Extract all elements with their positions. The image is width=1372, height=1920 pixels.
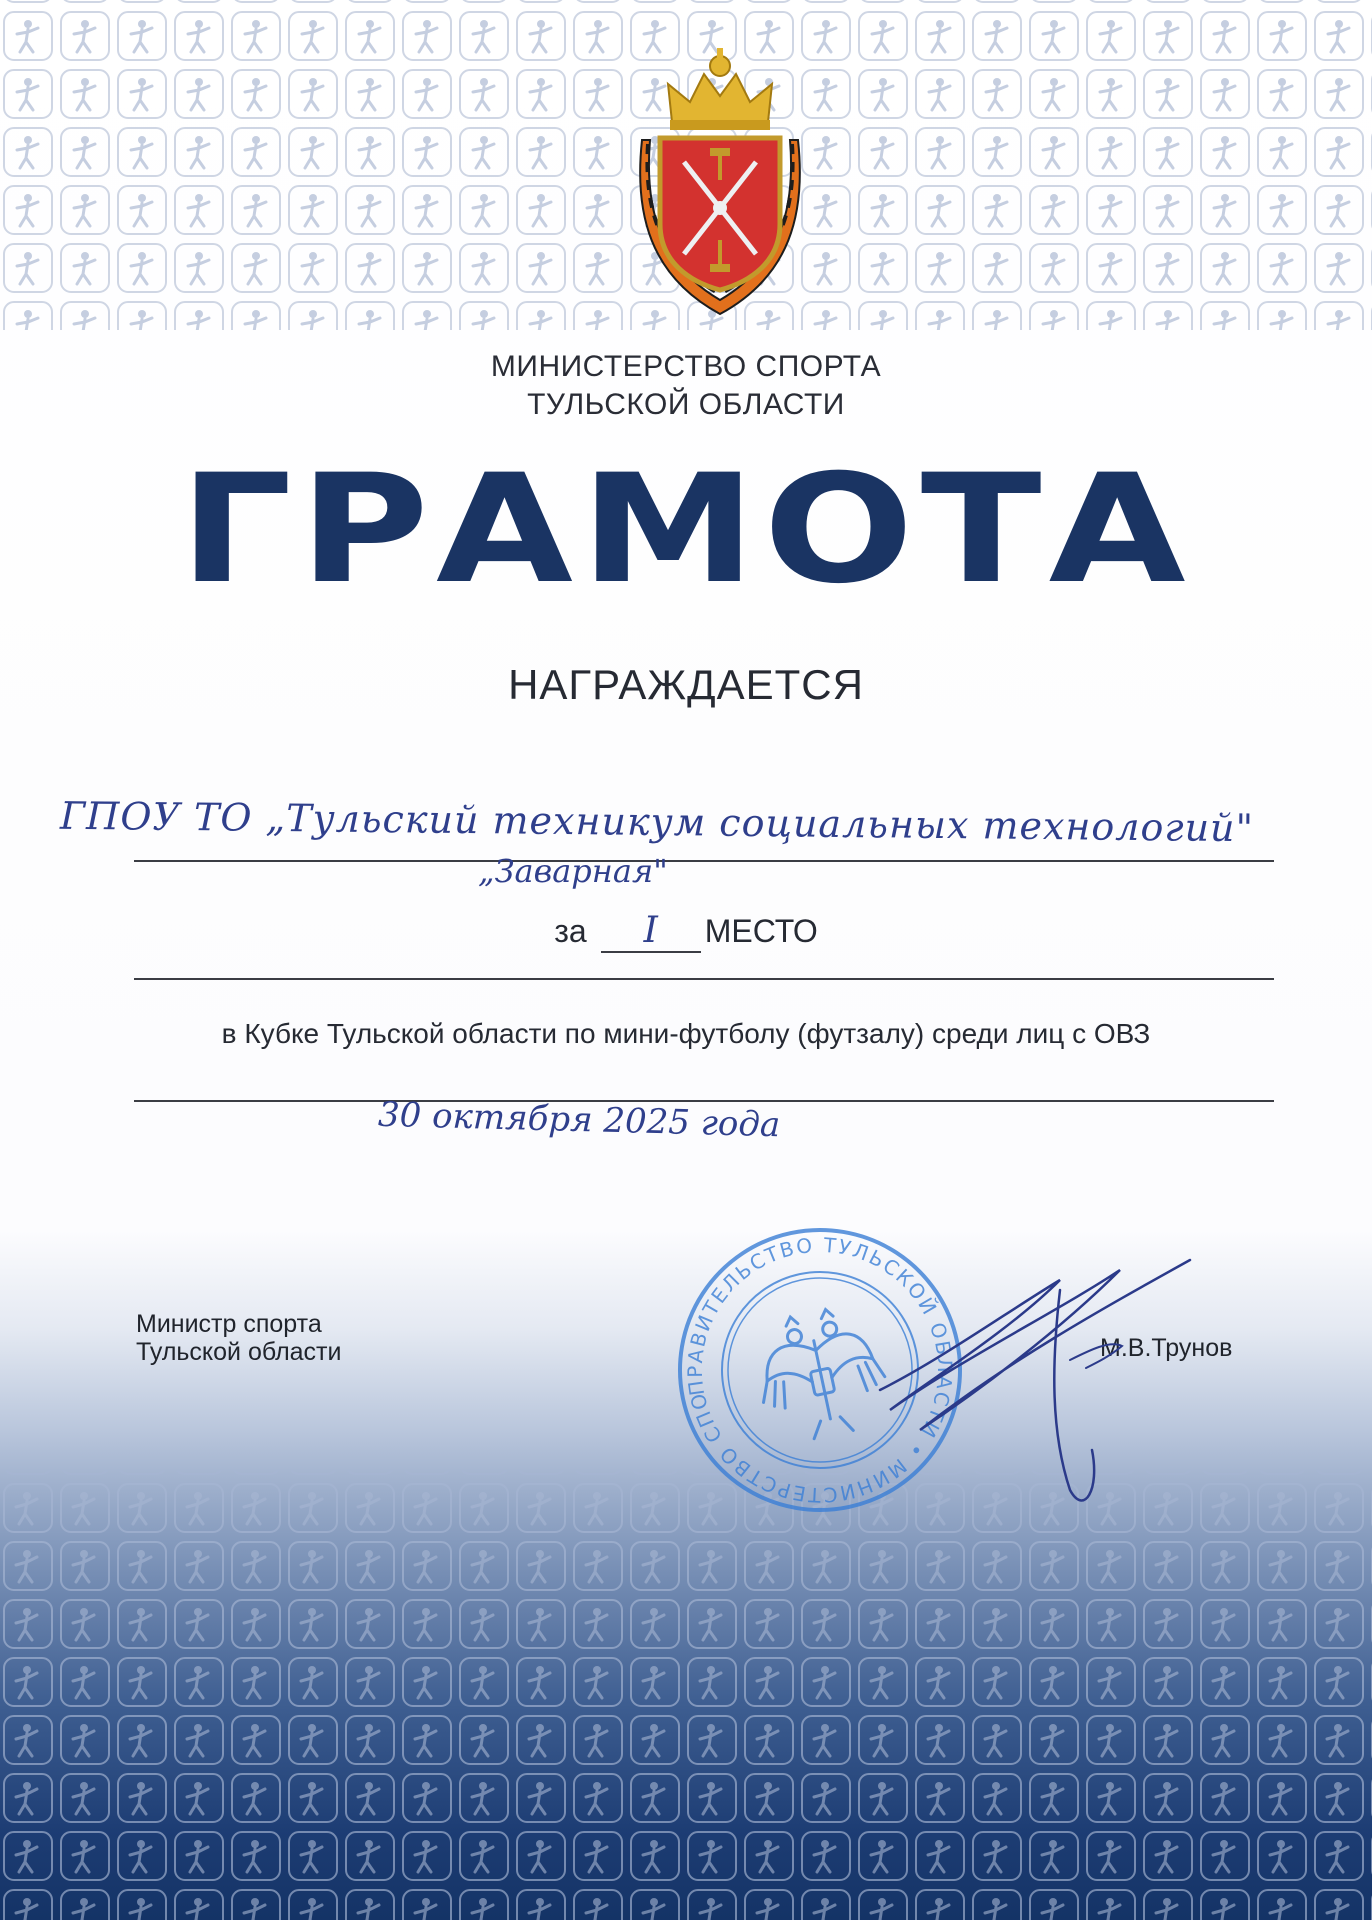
awarded-label: НАГРАЖДАЕТСЯ: [508, 661, 864, 708]
minister-signature-icon: [860, 1240, 1200, 1520]
signatory-name: М.В.Трунов: [1100, 1334, 1233, 1362]
award-date: 30 октября 2025 года: [377, 1094, 781, 1146]
tula-coat-of-arms-icon: [620, 44, 820, 326]
sports-icon-pattern-bottom: [0, 1470, 1372, 1920]
ministry-name-line-2: ТУЛЬСКОЙ ОБЛАСТИ: [527, 388, 845, 421]
place-suffix: МЕСТО: [704, 913, 818, 949]
competition-line: [134, 1100, 1274, 1102]
place-value: I: [601, 911, 701, 953]
recipient-line: [134, 860, 1274, 862]
signatory-title: [136, 1310, 341, 1366]
stamp-text: ПРАВИТЕЛЬСТВО ТУЛЬСКОЙ ОБЛАСТИ • МИНИСТЕРСТВО СПОРТА: [682, 1232, 958, 1508]
document-title: ГРАМОТА: [179, 443, 1193, 617]
signatory-title-line-1: Министр спорта: [136, 1310, 322, 1338]
place-prefix: за: [554, 913, 587, 949]
competition-description: в Кубке Тульской области по мини-футболу (футзалу) среди лиц с ОВЗ: [221, 1018, 1151, 1049]
place-row: [0, 906, 1372, 956]
ministry-name-line-1: МИНИСТЕРСТВО СПОРТА: [490, 350, 882, 383]
signatory-title-line-2: Тульской области: [136, 1338, 342, 1366]
recipient-team: „Заварная": [478, 852, 668, 890]
recipient-organization: ГПОУ ТО „Тульский техникум социальных технологий": [59, 793, 1255, 851]
place-underline: [134, 978, 1274, 980]
